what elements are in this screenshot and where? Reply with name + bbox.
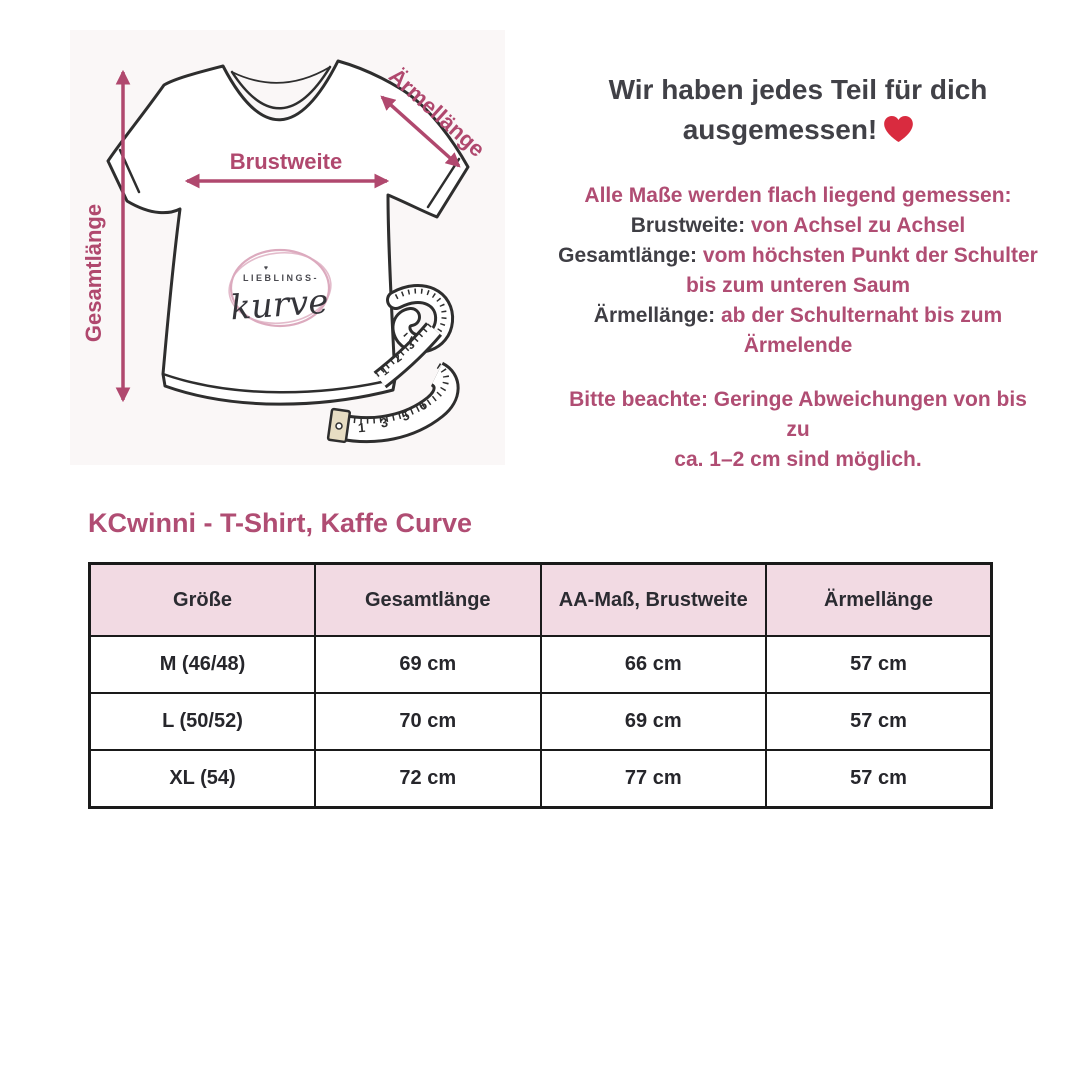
sleeve-length-label: Ärmellänge — [384, 63, 490, 162]
cell-size: XL (54) — [90, 750, 316, 808]
cell-total-length: 70 cm — [315, 693, 541, 750]
intro-column — [558, 70, 1038, 475]
column-header-total-length: Gesamtlänge — [315, 564, 541, 637]
size-table — [88, 562, 993, 809]
cell-chest: 69 cm — [541, 693, 767, 750]
tolerance-notice — [558, 385, 1038, 475]
tshirt-diagram-svg — [70, 30, 505, 465]
measure-line: bis zum unteren Saum — [685, 274, 911, 297]
table-row — [90, 750, 992, 808]
measure-line: Brustweite: von Achsel zu Achsel — [630, 214, 966, 237]
tshirt-measurement-diagram — [70, 30, 505, 465]
column-header-sleeve: Ärmellänge — [766, 564, 992, 637]
measure-line: Ärmellänge: ab der Schulternaht bis zum — [593, 304, 1003, 327]
cell-chest: 66 cm — [541, 636, 767, 693]
measurement-instructions — [558, 181, 1038, 361]
chest-width-label: Brustweite — [229, 149, 343, 174]
measure-line: Alle Maße werden flach liegend gemessen: — [584, 184, 1012, 207]
tape-number: 1 — [357, 419, 366, 436]
notice-line: Bitte beachte: Geringe Abweichungen von bis zu — [569, 388, 1027, 441]
headline — [558, 70, 1038, 153]
total-length-label: Gesamtlänge — [81, 203, 106, 343]
column-header-size: Größe — [90, 564, 316, 637]
cell-sleeve: 57 cm — [766, 750, 992, 808]
table-row — [90, 636, 992, 693]
cell-sleeve: 57 cm — [766, 636, 992, 693]
headline-text: Wir haben jedes Teil für dich ausgemessen! — [608, 74, 988, 145]
measure-line: Gesamtlänge: vom höchsten Punkt der Schulter — [558, 244, 1038, 267]
cell-chest: 77 cm — [541, 750, 767, 808]
tape-number: 3 — [378, 414, 390, 431]
tape-number: 6 — [415, 396, 430, 414]
cell-total-length: 72 cm — [315, 750, 541, 808]
logo-word-top: LIEBLINGS- — [243, 273, 319, 283]
cell-total-length: 69 cm — [315, 636, 541, 693]
heart-icon — [884, 113, 913, 153]
tape-number: 3 — [404, 338, 418, 353]
notice-line: ca. 1–2 cm sind möglich. — [674, 448, 922, 471]
cell-size: M (46/48) — [90, 636, 316, 693]
cell-size: L (50/52) — [90, 693, 316, 750]
size-table-header-row — [90, 564, 992, 637]
tape-number: 5 — [399, 407, 412, 425]
cell-sleeve: 57 cm — [766, 693, 992, 750]
logo-heart-icon: ♥ — [263, 265, 269, 272]
product-title: KCwinni - T-Shirt, Kaffe Curve — [88, 508, 473, 538]
tape-number: 2 — [391, 351, 405, 366]
tape-number: 1 — [378, 364, 392, 379]
measure-line: Ärmelende — [743, 334, 853, 357]
column-header-chest: AA-Maß, Brustweite — [541, 564, 767, 637]
table-row — [90, 693, 992, 750]
logo-word-script: kurve — [229, 281, 330, 329]
